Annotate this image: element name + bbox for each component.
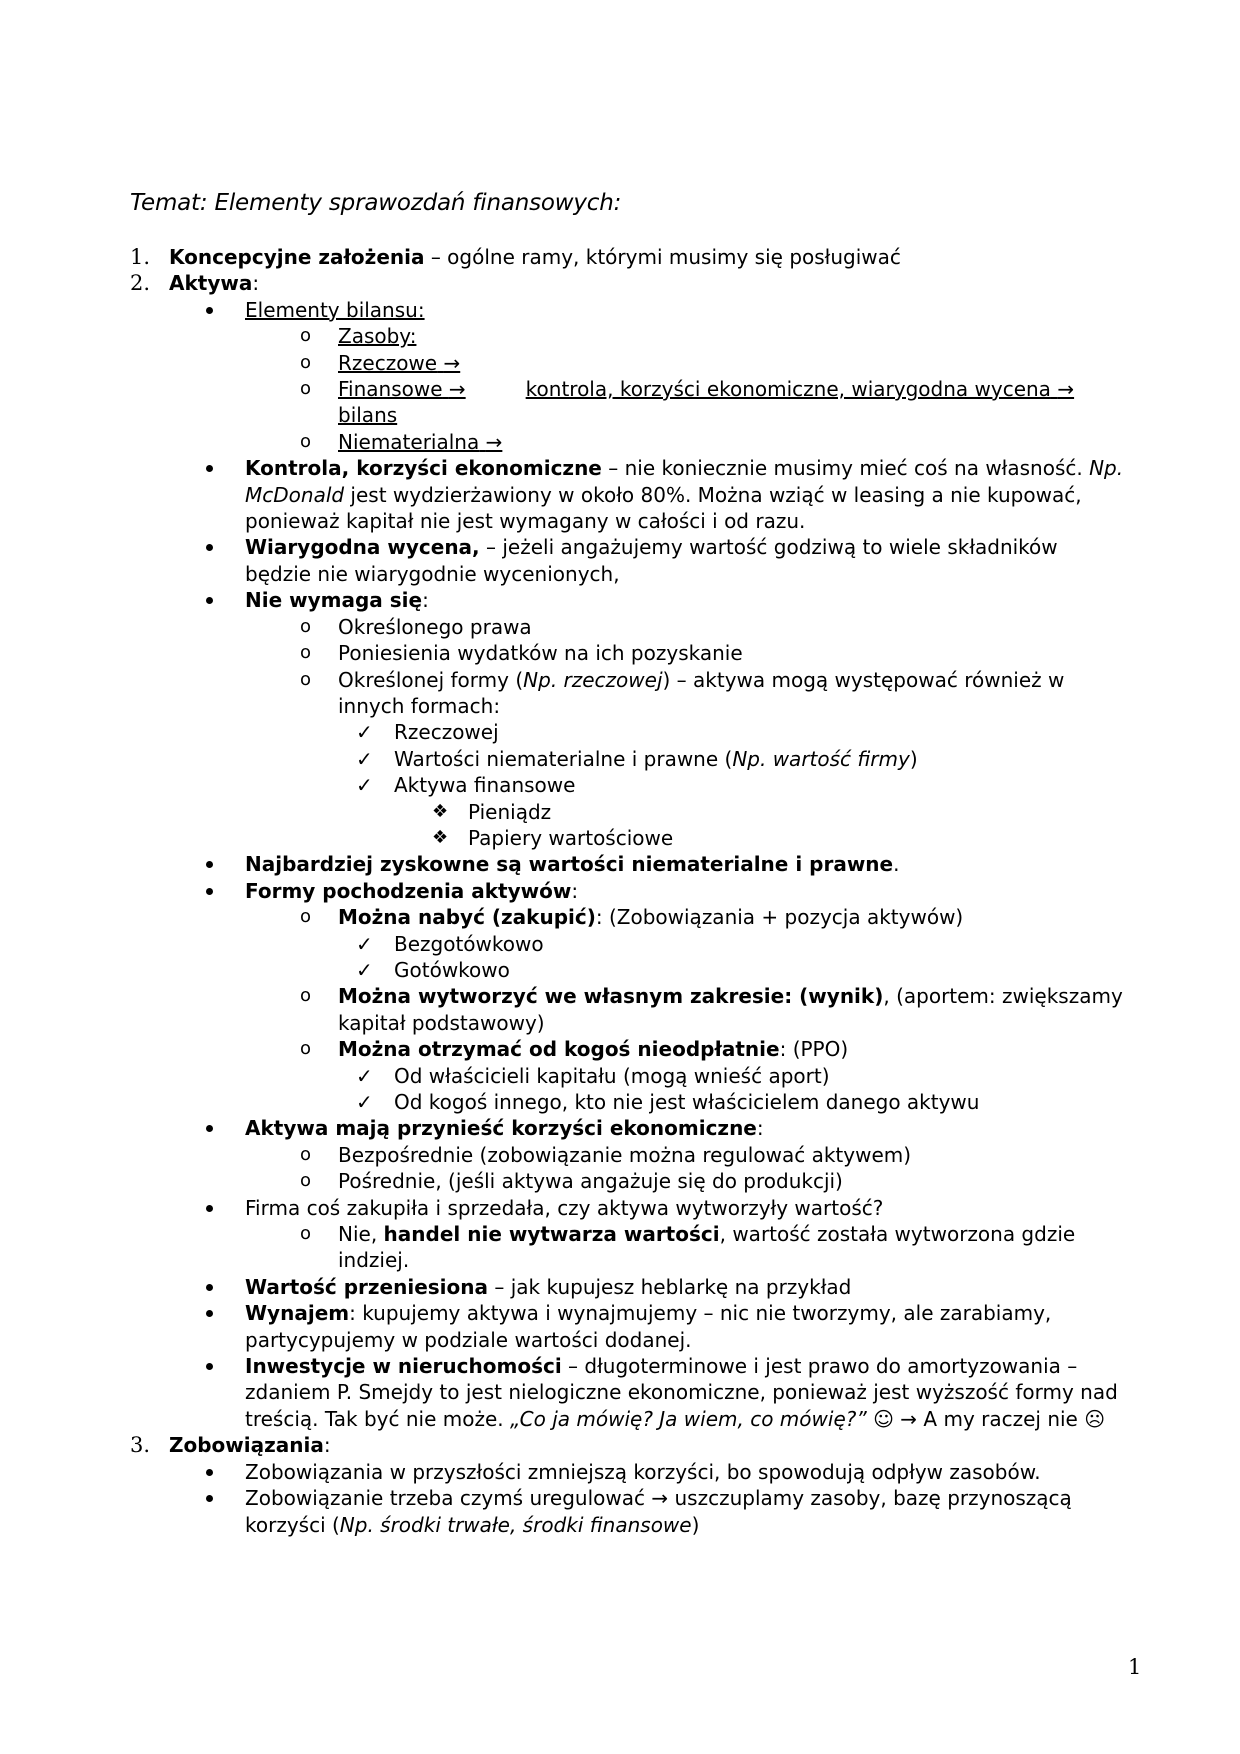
checkmark-icon: ✓ (356, 720, 373, 745)
circle-bullet-icon: o (300, 325, 312, 347)
circle-bullet-icon: o (300, 642, 312, 664)
list-item: 3. Zobowiązania: (130, 1433, 331, 1458)
list-item: o Określonej formy (Np. rzeczowej) – aktywa mogą występować również w innych formach: (300, 667, 1065, 718)
circle-bullet-icon: o (300, 430, 312, 452)
checkmark-icon: ✓ (356, 957, 373, 982)
checkmark-icon: ✓ (356, 773, 373, 798)
circle-bullet-icon: o (300, 1038, 312, 1060)
arrow-icon: → (485, 429, 503, 454)
smile-icon: ☺ (873, 1406, 894, 1431)
list-item: ❖ Pieniądz (432, 799, 552, 824)
circle-bullet-icon: o (300, 1170, 312, 1192)
list-item: o Zasoby: (300, 324, 417, 349)
arrow-icon: → (448, 377, 466, 402)
arrow-icon: → (1057, 377, 1075, 402)
checkmark-icon: ✓ (356, 1063, 373, 1088)
number-marker: 1. (130, 245, 151, 269)
circle-bullet-icon: o (300, 668, 312, 690)
list-item: o Bezpośrednie (zobowiązanie można regulować aktywem) (300, 1142, 912, 1167)
list-item: Kontrola, korzyści ekonomiczne – nie koniecznie musimy mieć coś na własność. Np. McDonald jest wydzierżawiony w około 80%. Można wziąć w leasing a nie kupować, ponieważ kapitał nie jest wymagany w całości i od razu. (245, 456, 1124, 534)
list-item: o Rzeczowe → (300, 350, 461, 375)
list-item: ❖ Papiery wartościowe (432, 825, 674, 850)
list-item: o Finansowe → kontrola, korzyści ekonomiczne, wiarygodna wycena → bilans (300, 377, 1075, 428)
list-item: ✓ Od właścicieli kapitału (mogą wnieść aport) (356, 1063, 830, 1088)
list-item: o Niematerialna → (300, 429, 503, 454)
checkmark-icon: ✓ (356, 931, 373, 956)
checkmark-icon: ✓ (356, 746, 373, 771)
list-item: Aktywa mają przynieść korzyści ekonomiczne: (245, 1116, 764, 1141)
circle-bullet-icon: o (300, 351, 312, 373)
circle-bullet-icon: o (300, 906, 312, 928)
circle-bullet-icon: o (300, 378, 312, 400)
list-item: o Poniesienia wydatków na ich pozyskanie (300, 641, 743, 666)
number-marker: 3. (130, 1433, 151, 1458)
list-item: ✓ Gotówkowo (356, 957, 510, 982)
list-item: Nie wymaga się: (245, 588, 429, 613)
list-item: Wiarygodna wycena, – jeżeli angażujemy wartość godziwą to wiele składników będzie nie wiarygodnie wycenionych, (245, 535, 1058, 586)
list-item: Inwestycje w nieruchomości – długoterminowe i jest prawo do amortyzowania – zdaniem P. Smejdy to jest nielogiczne ekonomiczne, ponieważ jest wyższość formy nad treścią. Tak być nie może. „Co ja mówię? Ja wiem, co mówię?” ☺ → A my raczej nie ☹ (245, 1354, 1118, 1431)
list-item: ✓ Od kogoś innego, kto nie jest właścicielem danego aktywu (356, 1090, 980, 1114)
list-item: ✓ Aktywa finansowe (356, 773, 576, 798)
circle-bullet-icon: o (300, 615, 312, 637)
list-item: Elementy bilansu: (245, 297, 425, 322)
number-marker: 2. (130, 271, 151, 296)
list-item: Zobowiązania w przyszłości zmniejszą korzyści, bo spowodują odpływ zasobów. (245, 1459, 1041, 1484)
list-item: o Nie, handel nie wytwarza wartości, wartość została wytworzona gdzie indziej. (300, 1222, 1076, 1273)
list-item: Najbardziej zyskowne są wartości niematerialne i prawne. (245, 852, 900, 877)
page-title: Temat: Elementy sprawozdań finansowych: (130, 190, 622, 216)
list-item: ✓ Rzeczowej (356, 720, 499, 745)
list-item: Wartość przeniesiona – jak kupujesz heblarkę na przykład (245, 1274, 852, 1299)
list-item: ✓ Bezgotówkowo (356, 931, 544, 956)
list-item: o Można wytworzyć we własnym zakresie: (wynik), (aportem: zwiększamy kapitał podstawowy) (300, 984, 1123, 1035)
list-item: Wynajem: kupujemy aktywa i wynajmujemy – nic nie tworzymy, ale zarabiamy, partycypujemy w podziale wartości dodanej. (245, 1301, 1052, 1352)
frown-icon: ☹ (1084, 1406, 1106, 1431)
circle-bullet-icon: o (300, 985, 312, 1007)
diamond-bullet-icon: ❖ (432, 800, 449, 822)
list-item: 2. Aktywa: (130, 271, 260, 296)
list-item: o Można nabyć (zakupić): (Zobowiązania + pozycja aktywów) (300, 905, 964, 930)
list-item: Formy pochodzenia aktywów: (245, 878, 579, 903)
checkmark-icon: ✓ (356, 1090, 373, 1114)
list-item: o Pośrednie, (jeśli aktywa angażuje się do produkcji) (300, 1169, 843, 1194)
arrow-icon: → (443, 350, 461, 375)
list-item: 1. Koncepcyjne założenia – ogólne ramy, którymi musimy się posługiwać (130, 245, 901, 269)
circle-bullet-icon: o (300, 1223, 312, 1245)
diamond-bullet-icon: ❖ (432, 826, 449, 848)
list-item: o Określonego prawa (300, 614, 532, 639)
list-item: Firma coś zakupiła i sprzedała, czy aktywa wytworzyły wartość? (245, 1195, 884, 1220)
document-body (130, 244, 1130, 1538)
list-item: ✓ Wartości niematerialne i prawne (Np. wartość firmy) (356, 746, 918, 771)
page-number: 1 (1128, 1655, 1142, 1679)
list-item: Zobowiązanie trzeba czymś uregulować → uszczuplamy zasoby, bazę przynoszącą korzyści (Np. środki trwałe, środki finansowe) (245, 1486, 1072, 1537)
list-item: o Można otrzymać od kogoś nieodpłatnie: (PPO) (300, 1037, 849, 1062)
circle-bullet-icon: o (300, 1143, 312, 1165)
arrow-icon: → (651, 1486, 669, 1511)
arrow-icon: → (900, 1406, 918, 1431)
